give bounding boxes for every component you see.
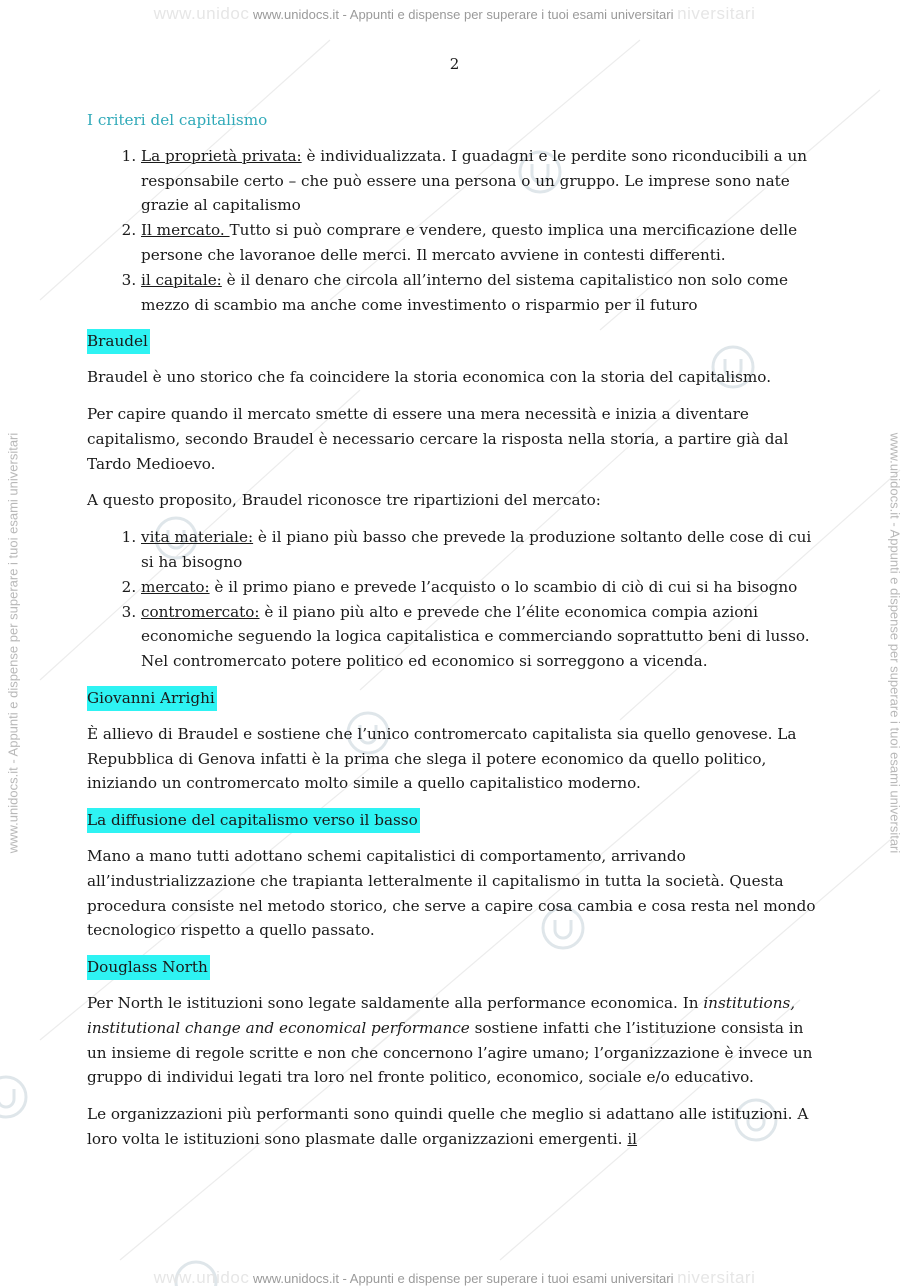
- text-run: Per North le istituzioni sono legate saldamente alla performance economica. In: [87, 993, 704, 1012]
- watermark-faint-left: www.unidoc: [153, 4, 250, 23]
- heading-north: Douglass North: [87, 955, 210, 980]
- paragraph: A questo proposito, Braudel riconosce tre ripartizioni del mercato:: [87, 491, 601, 510]
- heading-criteri: I criteri del capitalismo: [87, 111, 268, 129]
- page-number: 2: [449, 55, 460, 73]
- paragraph: È allievo di Braudel e sostiene che l’unico contromercato capitalista sia quello genovese. La Repubblica di Genova infatti è la prima che slega il potere economico da quello politico, iniziando un contromercato molto simile a quello capitalistico moderno.: [87, 724, 797, 793]
- list-text: è il primo piano e prevede l’acquisto o lo scambio di ciò di cui si ha bisogno: [209, 577, 798, 596]
- braudel-list: [87, 525, 822, 674]
- list-item: [141, 218, 822, 268]
- document-body: [87, 108, 822, 1164]
- watermark-side-left: www.unidocs.it - Appunti e dispense per superare i tuoi esami universitari: [5, 432, 21, 854]
- watermark-footer-text: www.unidocs.it - Appunti e dispense per superare i tuoi esami universitari: [252, 1271, 674, 1286]
- watermark-side-right: www.unidocs.it - Appunti e dispense per superare i tuoi esami universitari: [887, 432, 903, 854]
- list-item: [141, 600, 822, 674]
- list-item: [141, 525, 822, 575]
- unidocs-logo-icon: [0, 1077, 26, 1117]
- paragraph: Braudel è uno storico che fa coincidere la storia economica con la storia del capitalismo.: [87, 368, 772, 387]
- watermark-header-text: www.unidocs.it - Appunti e dispense per superare i tuoi esami universitari: [252, 7, 674, 22]
- list-item: [141, 575, 822, 600]
- paragraph: Per capire quando il mercato smette di essere una mera necessità e inizia a diventare capitalismo, secondo Braudel è necessario cercare la risposta nella storia, a partire già dal Tardo Medioevo.: [87, 404, 789, 473]
- watermark-faint-right: niversitari: [677, 4, 756, 23]
- watermark-footer: [0, 1268, 909, 1288]
- list-term: vita materiale:: [141, 528, 254, 547]
- heading-arrighi: Giovanni Arrighi: [87, 686, 217, 711]
- underlined-run: il: [627, 1129, 638, 1148]
- list-term: contromercato:: [141, 602, 260, 621]
- list-text: è il piano più basso che prevede la produzione soltanto delle cose di cui si ha bisogno: [141, 528, 812, 571]
- list-term: mercato:: [141, 577, 210, 596]
- watermark-header: [0, 4, 909, 24]
- heading-braudel: Braudel: [87, 329, 150, 354]
- paragraph: [87, 991, 822, 1090]
- list-text: è il denaro che circola all’interno del sistema capitalistico non solo come mezzo di scambio ma anche come investimento o risparmio per il futuro: [141, 270, 789, 314]
- list-item: [141, 144, 822, 218]
- list-text: è il piano più alto e prevede che l’élite economica compia azioni economiche seguendo la logica capitalistica e commerciando soprattutto beni di lusso. Nel contromercato potere politico ed economico si sorreggono a vicenda.: [141, 602, 810, 671]
- book-title: institutions, institutional change and economical performance: [87, 993, 796, 1037]
- list-text: è individualizzata. I guadagni e le perdite sono riconducibili a un responsabile certo – che può essere una persona o un gruppo. Le imprese sono nate grazie al capitalismo: [141, 146, 808, 215]
- text-run: sostiene infatti che l’istituzione consista in un insieme di regole scritte e non che concernono l’agire umano; l’organizzazione è invece un gruppo di individui legati tra loro nel fronte politico, economico, sociale e/o educativo.: [87, 1018, 813, 1087]
- watermark-faint-left: www.unidoc: [153, 1268, 250, 1287]
- list-item: [141, 268, 822, 318]
- heading-diffusione: La diffusione del capitalismo verso il basso: [87, 808, 420, 833]
- paragraph: Mano a mano tutti adottano schemi capitalistici di comportamento, arrivando all’industrializzazione che trapianta letteralmente il capitalismo in tutta la società. Questa procedura consiste nel metodo storico, che serve a capire cosa cambia e cosa resta nel mondo tecnologico rispetto a quello passato.: [87, 846, 816, 940]
- text-run: Le organizzazioni più performanti sono quindi quelle che meglio si adattano alle istituzioni. A loro volta le istituzioni sono plasmate dalle organizzazioni emergenti.: [87, 1105, 809, 1148]
- criteri-list: [87, 144, 822, 318]
- watermark-faint-right: niversitari: [677, 1268, 756, 1287]
- list-term: Il mercato.: [141, 221, 230, 240]
- paragraph: [87, 1102, 822, 1152]
- list-term: La proprietà privata:: [141, 146, 302, 165]
- list-term: il capitale:: [141, 270, 222, 289]
- list-text: Tutto si può comprare e vendere, questo implica una mercificazione delle persone che lavoranoe delle merci. Il mercato avviene in contesti differenti.: [141, 221, 798, 264]
